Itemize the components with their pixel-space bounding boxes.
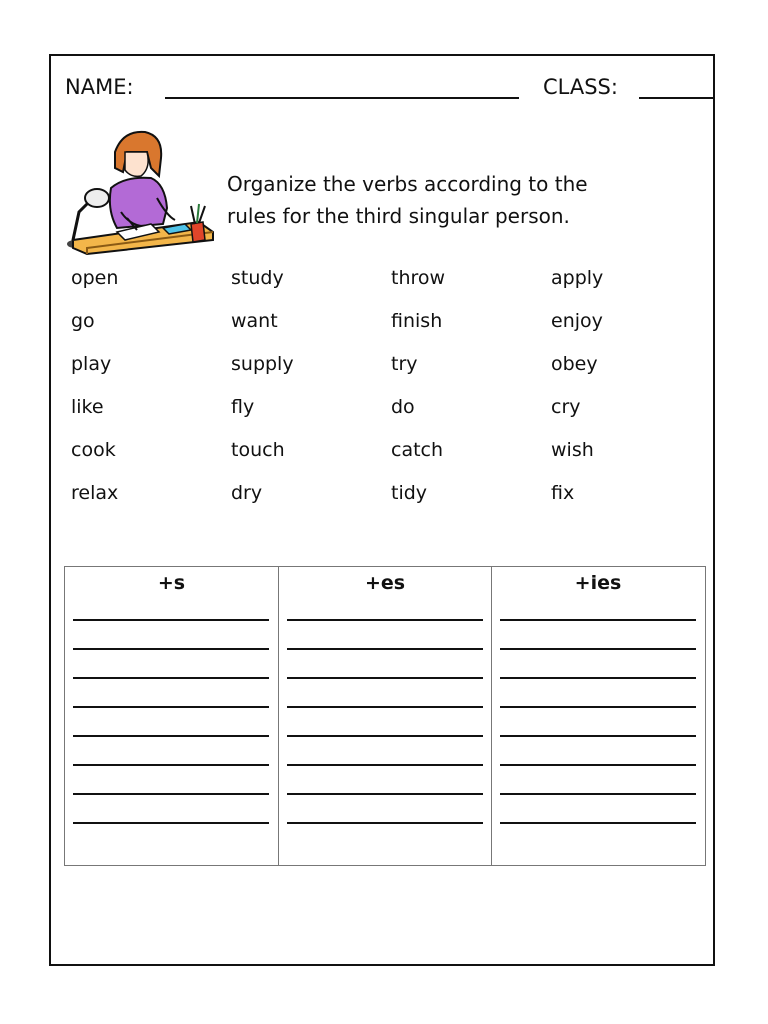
answer-line[interactable] [73, 793, 269, 795]
verb-item: go [71, 310, 95, 332]
verb-item: finish [391, 310, 443, 332]
verb-item: tidy [391, 482, 428, 504]
answer-line[interactable] [500, 648, 696, 650]
answer-line[interactable] [287, 764, 483, 766]
worksheet-page [49, 54, 715, 966]
verb-item: supply [231, 353, 294, 375]
answer-line[interactable] [500, 619, 696, 621]
verb-item: touch [231, 439, 285, 461]
instructions-line-2: rules for the third singular person. [227, 204, 570, 228]
header-row [65, 72, 705, 102]
verb-item: throw [391, 267, 446, 289]
answer-line[interactable] [287, 648, 483, 650]
answer-line[interactable] [73, 619, 269, 621]
answer-line[interactable] [287, 822, 483, 824]
verb-item: cry [551, 396, 581, 418]
answer-line[interactable] [500, 706, 696, 708]
verb-item: fix [551, 482, 575, 504]
answer-line[interactable] [287, 793, 483, 795]
verb-item: try [391, 353, 418, 375]
name-field-line[interactable] [165, 97, 519, 99]
verb-item: wish [551, 439, 594, 461]
column-es [278, 567, 491, 865]
instructions-line-1: Organize the verbs according to the [227, 172, 588, 196]
column-s [65, 567, 278, 865]
verb-item: obey [551, 353, 598, 375]
verb-item: open [71, 267, 119, 289]
answer-line[interactable] [500, 764, 696, 766]
answer-line[interactable] [73, 822, 269, 824]
answer-line[interactable] [287, 706, 483, 708]
answer-line[interactable] [73, 706, 269, 708]
verb-item: do [391, 396, 415, 418]
instructions-text [227, 168, 677, 232]
class-field-line[interactable] [639, 97, 715, 99]
verb-item: study [231, 267, 284, 289]
answer-line[interactable] [73, 677, 269, 679]
answer-table [64, 566, 706, 866]
verb-item: like [71, 396, 104, 418]
answer-line[interactable] [500, 822, 696, 824]
verb-item: play [71, 353, 112, 375]
verb-item: cook [71, 439, 116, 461]
verb-item: catch [391, 439, 444, 461]
answer-line[interactable] [287, 677, 483, 679]
column-header-es: +es [364, 572, 406, 594]
verb-item: want [231, 310, 278, 332]
verb-item: relax [71, 482, 119, 504]
answer-line[interactable] [500, 735, 696, 737]
verb-item: enjoy [551, 310, 603, 332]
column-ies [491, 567, 704, 865]
name-label: NAME: [65, 75, 134, 99]
column-header-s: +s [157, 572, 186, 594]
verb-item: apply [551, 267, 604, 289]
girl-writing-at-desk-icon [67, 128, 217, 256]
answer-line[interactable] [73, 735, 269, 737]
answer-line[interactable] [500, 793, 696, 795]
answer-line[interactable] [500, 677, 696, 679]
verb-item: fly [231, 396, 255, 418]
answer-line[interactable] [73, 648, 269, 650]
answer-line[interactable] [73, 764, 269, 766]
answer-line[interactable] [287, 735, 483, 737]
column-header-ies: +ies [574, 572, 622, 594]
class-label: CLASS: [543, 75, 618, 99]
answer-line[interactable] [287, 619, 483, 621]
illustration-svg [67, 128, 217, 256]
verb-item: dry [231, 482, 263, 504]
